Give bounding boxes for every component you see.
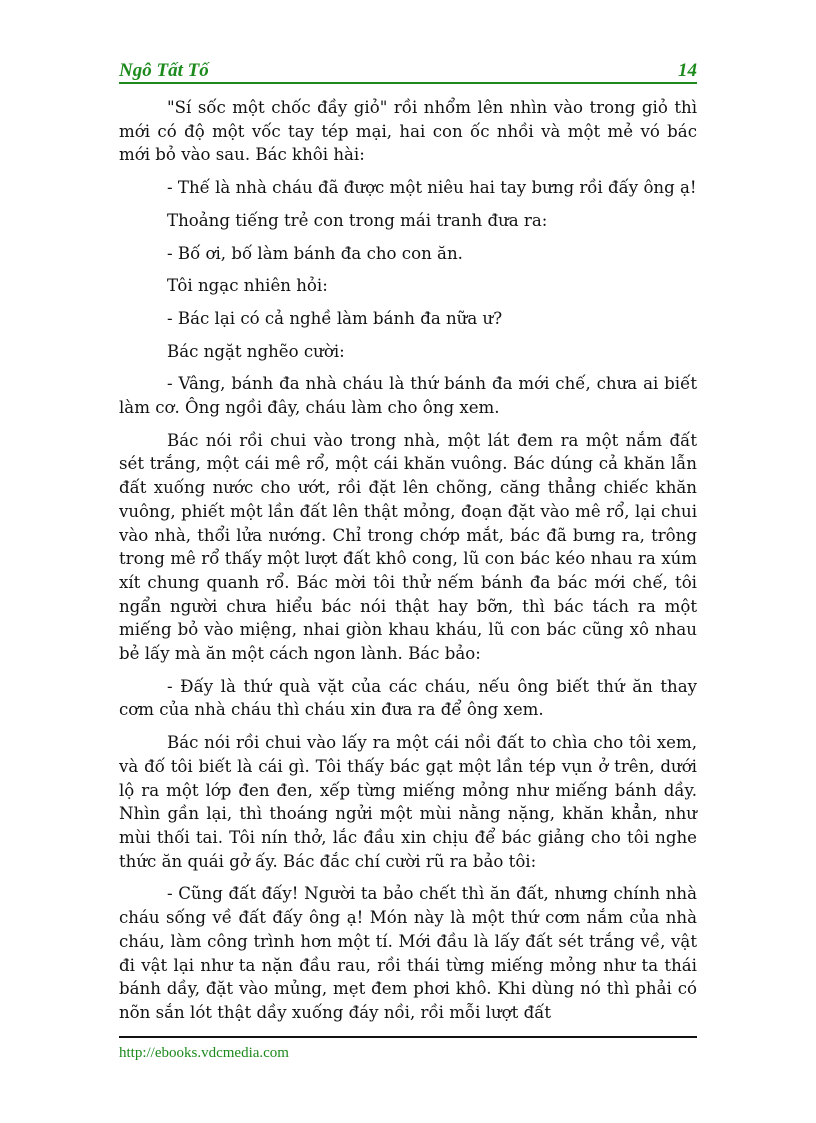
body-text	[119, 96, 697, 1034]
footer-divider	[119, 1036, 697, 1038]
paragraph: - Đấy là thứ quà vặt của các cháu, nếu ông biết thứ ăn thay cơm của nhà cháu thì cháu xin đưa ra để ông xem.	[119, 676, 697, 720]
paragraph: - Bố ơi, bố làm bánh đa cho con ăn.	[167, 243, 463, 263]
paragraph: Bác ngặt nghẽo cười:	[167, 341, 345, 361]
paragraph: - Vâng, bánh đa nhà cháu là thứ bánh đa mới chế, chưa ai biết làm cơ. Ông ngồi đây, cháu làm cho ông xem.	[119, 374, 697, 418]
paragraph: "Sí sốc một chốc đầy giỏ" rồi nhổm lên nhìn vào trong giỏ thì mới có độ một vốc tay tép mại, hai con ốc nhồi và một mẻ vó bác mới bỏ vào sau. Bác khôi hài:	[119, 98, 697, 165]
paragraph: Bác nói rồi chui vào trong nhà, một lát đem ra một nắm đất sét trắng, một cái mê rổ, một cái khăn vuông. Bác dúng cả khăn lẫn đất xuống nước cho ướt, rồi đặt lên chõng, căng thẳng chiếc khăn vuông, phiết một lần đất lên thật mỏng, đoạn đặt vào mê rổ, lại chui vào nhà, thổi lửa nướng. Chỉ trong chớp mắt, bác đã bưng ra, trông trong mê rổ thấy một lượt đất khô cong, lũ con bác kéo nhau ra xúm xít chung quanh rổ. Bác mời tôi thử nếm bánh đa bác mới chế, tôi ngẩn người chưa hiểu bác nói thật hay bỡn, thì bác tách ra một miếng bỏ vào miệng, nhai giòn khau kháu, lũ con bác cũng xô nhau bẻ lấy mà ăn một cách ngon lành. Bác bảo:	[119, 430, 697, 664]
paragraph: - Thế là nhà cháu đã được một niêu hai tay bưng rồi đấy ông ạ!	[167, 178, 697, 198]
page-number: 14	[678, 60, 697, 81]
paragraph: Thoảng tiếng trẻ con trong mái tranh đưa ra:	[167, 210, 548, 230]
paragraph: Bác nói rồi chui vào lấy ra một cái nồi đất to chìa cho tôi xem, và đố tôi biết là cái gì. Tôi thấy bác gạt một lần tép vụn ở trên, dưới lộ ra một lớp đen đen, xếp từng miếng mỏng như miếng bánh dầy. Nhìn gần lại, thì thoáng ngửi một mùi nằng nặng, khăn khẳn, như mùi thối tai. Tôi nín thở, lắc đầu xin chịu để bác giảng cho tôi nghe thức ăn quái gở ấy. Bác đắc chí cười rũ ra bảo tôi:	[119, 733, 697, 871]
paragraph: - Bác lại có cả nghề làm bánh đa nữa ư?	[167, 308, 503, 328]
footer-url-link[interactable]: http://ebooks.vdcmedia.com	[119, 1045, 289, 1061]
paragraph: - Cũng đất đấy! Người ta bảo chết thì ăn đất, nhưng chính nhà cháu sống về đất đấy ông ạ! Món này là một thứ cơm nắm của nhà cháu, làm công trình hơn một tí. Mới đầu là lấy đất sét trắng về, vật đi vật lại như ta nặn đầu rau, rồi thái từng miếng mỏng như ta thái bánh dầy, đặt vào mủng, mẹt đem phơi khô. Khi dùng nó thì phải có nõn sắn lót thật dầy xuống đáy nồi, rồi mỗi lượt đất	[119, 884, 697, 1022]
paragraph: Tôi ngạc nhiên hỏi:	[167, 276, 328, 296]
page-header	[119, 58, 697, 84]
header-author: Ngô Tất Tố	[119, 60, 209, 81]
